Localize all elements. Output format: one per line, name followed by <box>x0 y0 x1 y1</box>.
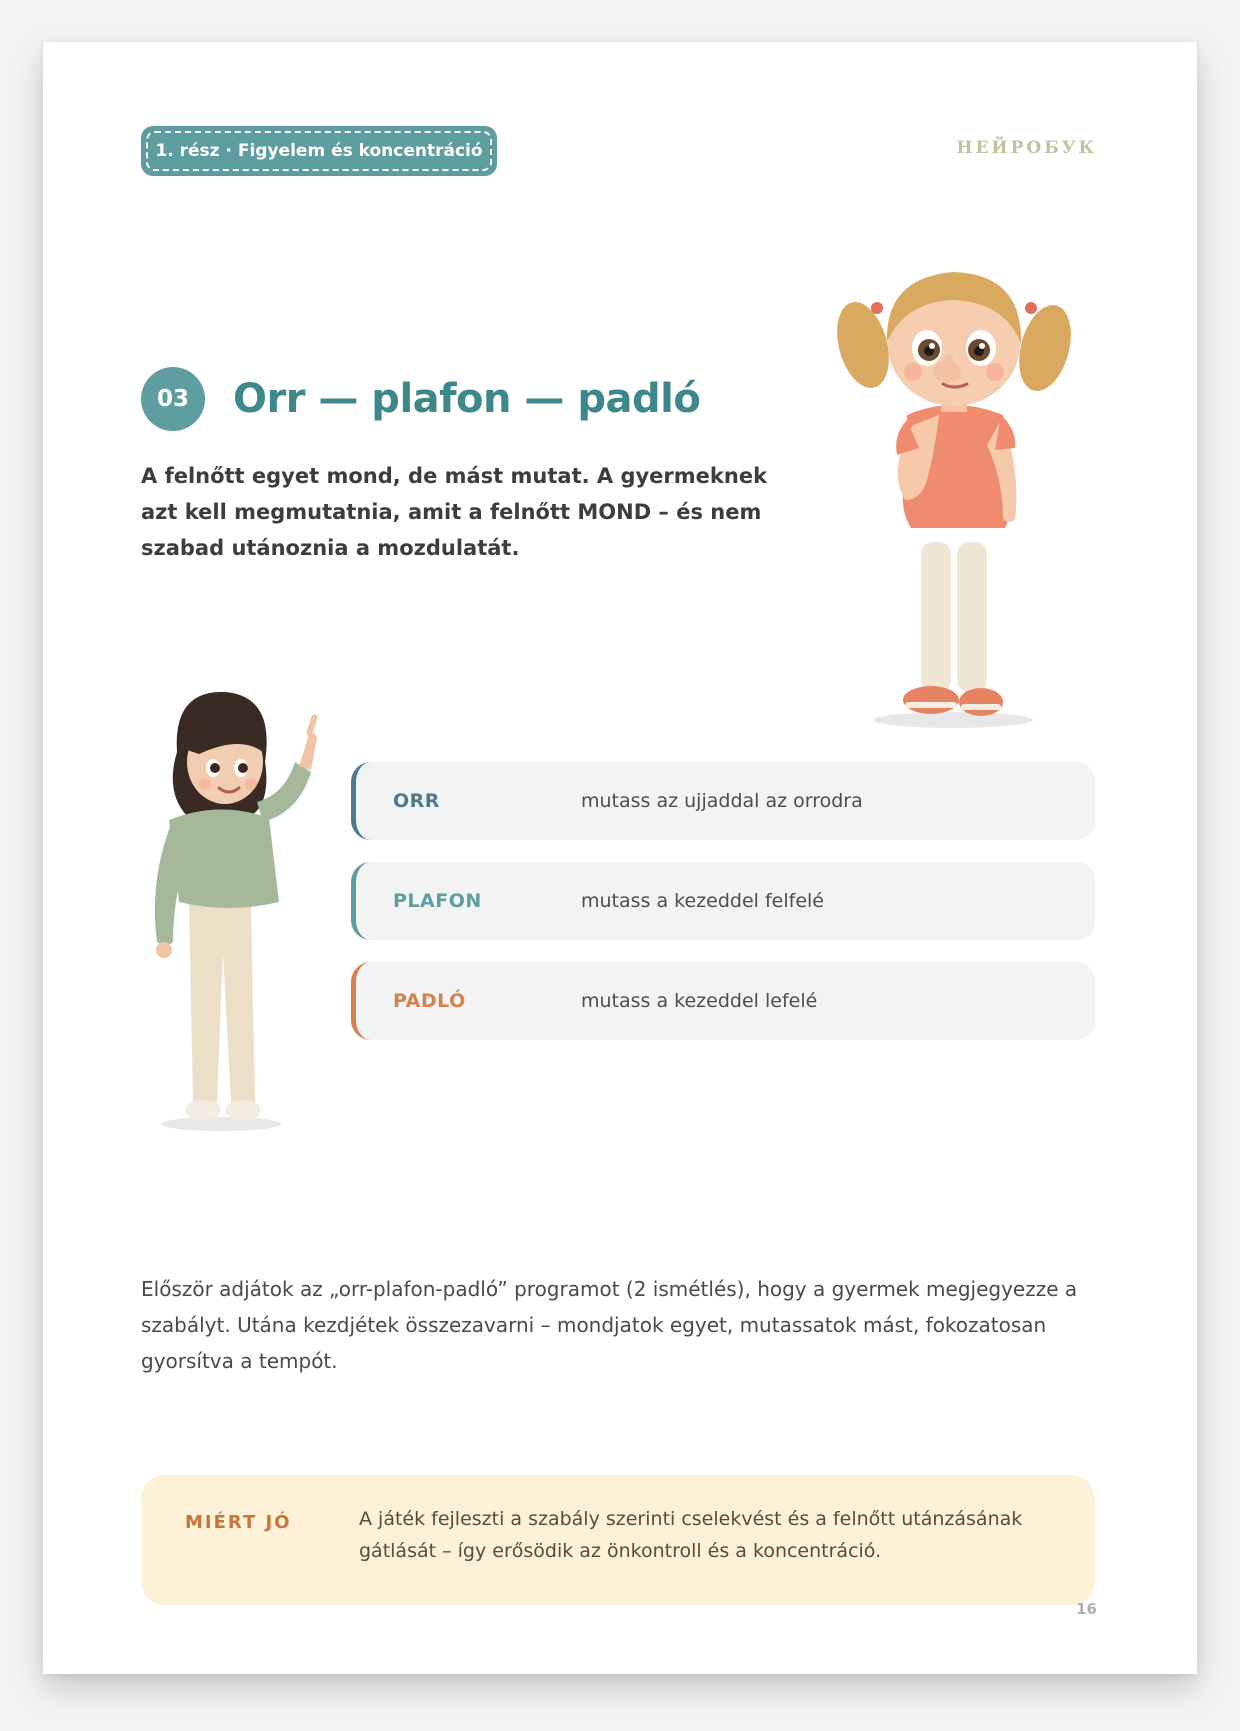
command-word: ORR <box>393 790 440 812</box>
command-accent-bar <box>351 862 371 940</box>
brand-name: НЕЙРОБУК <box>956 138 1097 158</box>
command-row-plafon <box>351 862 1095 940</box>
exercise-lead: A felnőtt egyet mond, de mást mutat. A gyermeknek azt kell megmutatnia, amit a felnőtt MOND – és nem szabad utánoznia a mozdulatát. <box>141 464 768 560</box>
why-label: MIÉRT JÓ <box>185 1512 292 1533</box>
command-accent-bar <box>351 762 371 840</box>
page <box>43 42 1197 1674</box>
why-box <box>141 1475 1095 1605</box>
command-row-orr <box>351 762 1095 840</box>
page-number: 16 <box>1076 1600 1097 1618</box>
command-action: mutass a kezeddel lefelé <box>581 990 818 1012</box>
girl-touching-nose-illustration <box>835 250 1105 730</box>
command-action: mutass a kezeddel felfelé <box>581 890 824 912</box>
command-action: mutass az ujjaddal az orrodra <box>581 790 863 812</box>
exercise-number: 03 <box>141 367 205 431</box>
girl-pointing-up-illustration <box>139 692 349 1132</box>
section-chip-label: 1. rész · Figyelem és koncentráció <box>155 141 483 161</box>
instructions-text: Először adjátok az „orr-plafon-padló” programot (2 ismétlés), hogy a gyermek megjegyezze a szabályt. Utána kezdjétek összezavarni – mondjatok egyet, mutassatok mást, fokozatosan gyorsítva a tempót. <box>141 1277 1078 1373</box>
command-word: PADLÓ <box>393 990 466 1012</box>
command-word: PLAFON <box>393 890 482 912</box>
why-text: A játék fejleszti a szabály szerinti cselekvést és a felnőtt utánzásának gátlását – így erősödik az önkontroll és a koncentráció. <box>359 1508 1023 1562</box>
section-chip <box>141 126 497 176</box>
exercise-title: Orr — plafon — padló <box>233 376 701 422</box>
command-row-padlo <box>351 962 1095 1040</box>
command-accent-bar <box>351 962 371 1040</box>
